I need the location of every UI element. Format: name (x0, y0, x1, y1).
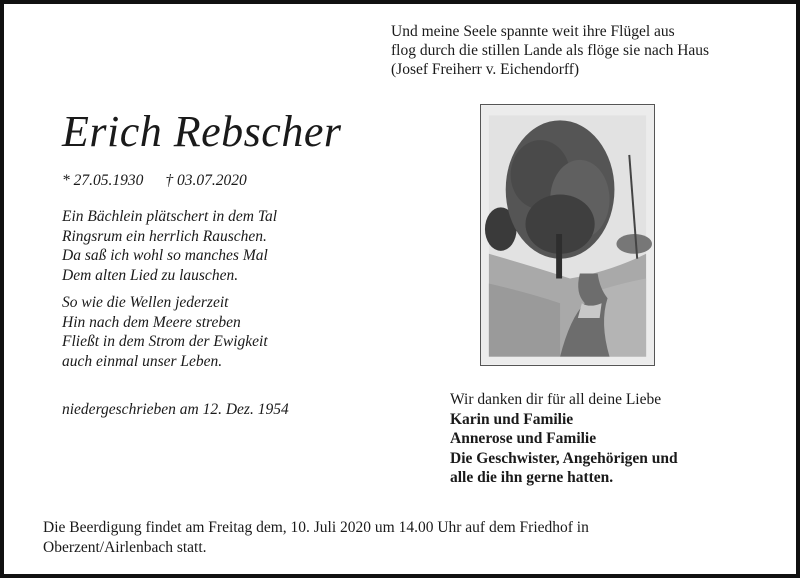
death-date: † 03.07.2020 (165, 172, 247, 189)
poem-line: Hin nach dem Meere streben (62, 313, 241, 331)
poem-line: Dem alten Lied zu lauschen. (62, 266, 239, 284)
funeral-line: Die Beerdigung findet am Freitag dem, 10. Juli 2020 um 14.00 Uhr auf dem Friedhof in (43, 519, 589, 536)
mourner-line: alle die ihn gerne hatten. (450, 469, 614, 486)
poem-line: Fließt in dem Strom der Ewigkeit (62, 333, 268, 350)
poem-line: So wie die Wellen jederzeit (62, 294, 229, 311)
poem-stanza (62, 207, 277, 285)
eichendorff-quote (391, 22, 709, 79)
poem-line: auch einmal unser Leben. (62, 352, 223, 370)
poem (62, 207, 277, 379)
poem-signature: niedergeschrieben am 12. Dez. 1954 (62, 401, 289, 418)
funeral-notice (43, 518, 589, 558)
quote-line: flog durch die stillen Lande als flöge sie nach Haus (391, 42, 710, 59)
memorial-photo (480, 104, 655, 366)
mourner-line: Die Geschwister, Angehörigen und (450, 449, 678, 467)
mourner-line: Karin und Familie (450, 410, 574, 428)
poem-line: Ein Bächlein plätschert in dem Tal (62, 208, 278, 225)
funeral-line: Oberzent/Airlenbach statt. (43, 539, 207, 556)
thanks-section (450, 390, 678, 488)
tree-stream-photo-icon (481, 105, 654, 365)
mourner-line: Annerose und Familie (450, 430, 597, 447)
birth-date: * 27.05.1930 (62, 172, 144, 189)
quote-line: Und meine Seele spannte weit ihre Flügel aus (391, 23, 675, 40)
thanks-intro: Wir danken dir für all deine Liebe (450, 391, 662, 408)
poem-line: Da saß ich wohl so manches Mal (62, 247, 268, 264)
life-dates (62, 172, 247, 190)
poem-line: Ringsrum ein herrlich Rauschen. (62, 227, 267, 245)
deceased-name: Erich Rebscher (62, 107, 342, 156)
quote-author: (Josef Freiherr v. Eichendorff) (391, 61, 580, 78)
poem-stanza (62, 293, 277, 371)
